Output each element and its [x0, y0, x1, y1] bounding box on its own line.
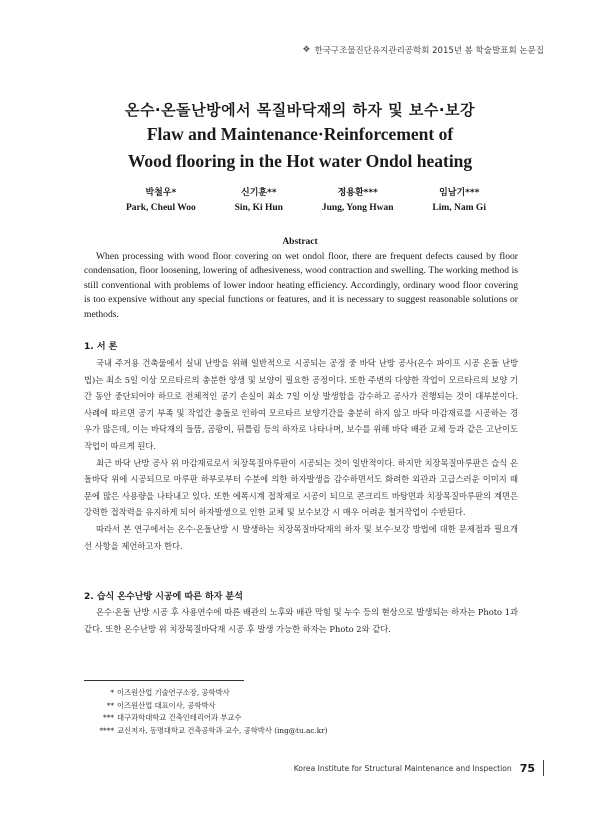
section-2-body — [84, 604, 518, 637]
footnote — [86, 700, 328, 713]
footnotes — [86, 687, 328, 737]
footnote-mark: *** — [103, 713, 114, 723]
paragraph: 최근 바닥 난방 공사 위 마감재료로서 치장목질마루판이 시공되는 것이 일반적이다. 하지만 치장목질마루판은 습식 온돌바닥 위에 시공되므로 마루판 하부로부터 수분에 의한 하자발생을 감수하면서도 화려한 외관과 고급스러운 이미지 때문에 많은 사용량을 나타내고 있다. 또한 에폭시계 접착제로 시공이 되므로 콘크리트 바탕면과 치장목질마루판의 계면은 강력한 접착력을 유지하게 되어 하자발생으로 인한 교체 및 보수보강 시 매우 어려운 철거작업이 수반된다. — [84, 457, 518, 518]
author-korean-name: 정용환*** — [337, 188, 378, 198]
author-english-name: Jung, Yong Hwan — [321, 203, 394, 213]
institute-name: Korea Institute for Structural Maintenance and Inspection — [293, 763, 512, 773]
english-title — [0, 121, 600, 175]
footnote-mark: * — [110, 688, 114, 697]
footer-divider — [543, 760, 544, 776]
footnote-text: 교신저자, 동명대학교 건축공학과 교수, 공학박사 (ing@tu.ac.kr) — [117, 725, 328, 735]
english-title-line-1: Flaw and Maintenance·Reinforcement of — [146, 124, 454, 144]
paragraph: 따라서 본 연구에서는 온수·온돌난방 시 발생하는 치장목질바닥재의 하자 및 보수·보강 방법에 대한 문제점과 필요개선 사항을 제언하고자 한다. — [84, 523, 518, 551]
diamond-bullet-icon: ❖ — [302, 45, 311, 55]
footnote-text: 대구과학대학교 건축인테리어과 부교수 — [117, 713, 242, 723]
section-2-heading: 2. 습식 온수난방 시공에 따른 하자 분석 — [84, 592, 243, 602]
page-number: 75 — [519, 761, 535, 775]
journal-header-text: 한국구조물진단유지관리공학회 2015년 봄 학술발표회 논문집 — [314, 46, 544, 56]
footnote — [86, 687, 328, 700]
paragraph: 온수·온돌 난방 시공 후 사용연수에 따른 배관의 노후와 배관 막힘 및 누수 등의 현상으로 발생되는 하자는 Photo 1과 같다. 또한 온수난방 위 치장목질바닥재 시공 후 발생 가능한 하자는 Photo 2와 같다. — [84, 607, 518, 634]
author-english-name: Lim, Nam Gi — [432, 203, 486, 213]
page-footer — [294, 760, 544, 776]
abstract-body: When processing with wood floor covering on wet ondol floor, there are frequent defects caused by floor condensation, floor loosening, lowering of adhesiveness, wood contraction and swelling. The working method is still conventional with problems of lower indoor heating efficiency. Accordingly, ordinary wood floor covering is too expensive without any special functions or features, and it is necessary to suggest reasonable solutions or methods. — [84, 251, 518, 320]
abstract-heading: Abstract — [282, 237, 318, 247]
footnote-mark: **** — [99, 725, 114, 735]
author-list — [126, 185, 486, 213]
author-korean-name: 신기훈** — [241, 188, 277, 198]
author — [235, 185, 283, 213]
author-english-name: Park, Cheul Woo — [126, 203, 196, 213]
footnote-text: 이즈원산업 대표이사, 공학박사 — [117, 700, 216, 710]
footnote-text: 이즈원산업 기술연구소장, 공학박사 — [117, 688, 230, 697]
author-korean-name: 박철우* — [145, 188, 177, 198]
section-1-body — [84, 355, 518, 554]
author — [432, 185, 486, 213]
author-english-name: Sin, Ki Hun — [234, 203, 283, 213]
english-title-line-2: Wood flooring in the Hot water Ondol heating — [127, 151, 473, 171]
paragraph: 국내 주거용 건축물에서 실내 난방을 위해 일반적으로 시공되는 공정 중 바닥 난방 공사(온수 파이프 시공 온돌 난방법)는 최소 5일 이상 모르타르의 충분한 양생 및 보양이 필요한 공정이다. 또한 주변의 다양한 작업이 모르타르의 보양 기간 동안 중단되어야 하므로 전체적인 공기 손실이 최소 7일 이상 발생함을 감수하고 공사가 진행되는 것이 대부분이다. 사례에 따르면 공기 부족 및 작업간 충돌로 인하여 모르타르 보양기간을 충분히 하지 않고 바닥 마감재료를 시공하는 경우가 많은데, 이는 바닥재의 들뜸, 곰팡이, 뒤틀림 등의 하자로 나타나며, 보수를 위해 바닥 배관 교체 등과 같은 고난이도 작업이 따르게 된다. — [84, 358, 518, 451]
journal-header — [302, 44, 544, 56]
author — [322, 185, 394, 213]
section-1-heading: 1. 서 론 — [84, 342, 118, 352]
author-korean-name: 임남기*** — [439, 188, 480, 198]
footnote — [86, 725, 328, 738]
footnote-mark: ** — [106, 700, 114, 710]
korean-title: 온수·온돌난방에서 목질바닥재의 하자 및 보수·보강 — [124, 101, 476, 119]
footnote — [86, 712, 328, 725]
author — [126, 185, 196, 213]
footnote-divider — [84, 680, 244, 681]
